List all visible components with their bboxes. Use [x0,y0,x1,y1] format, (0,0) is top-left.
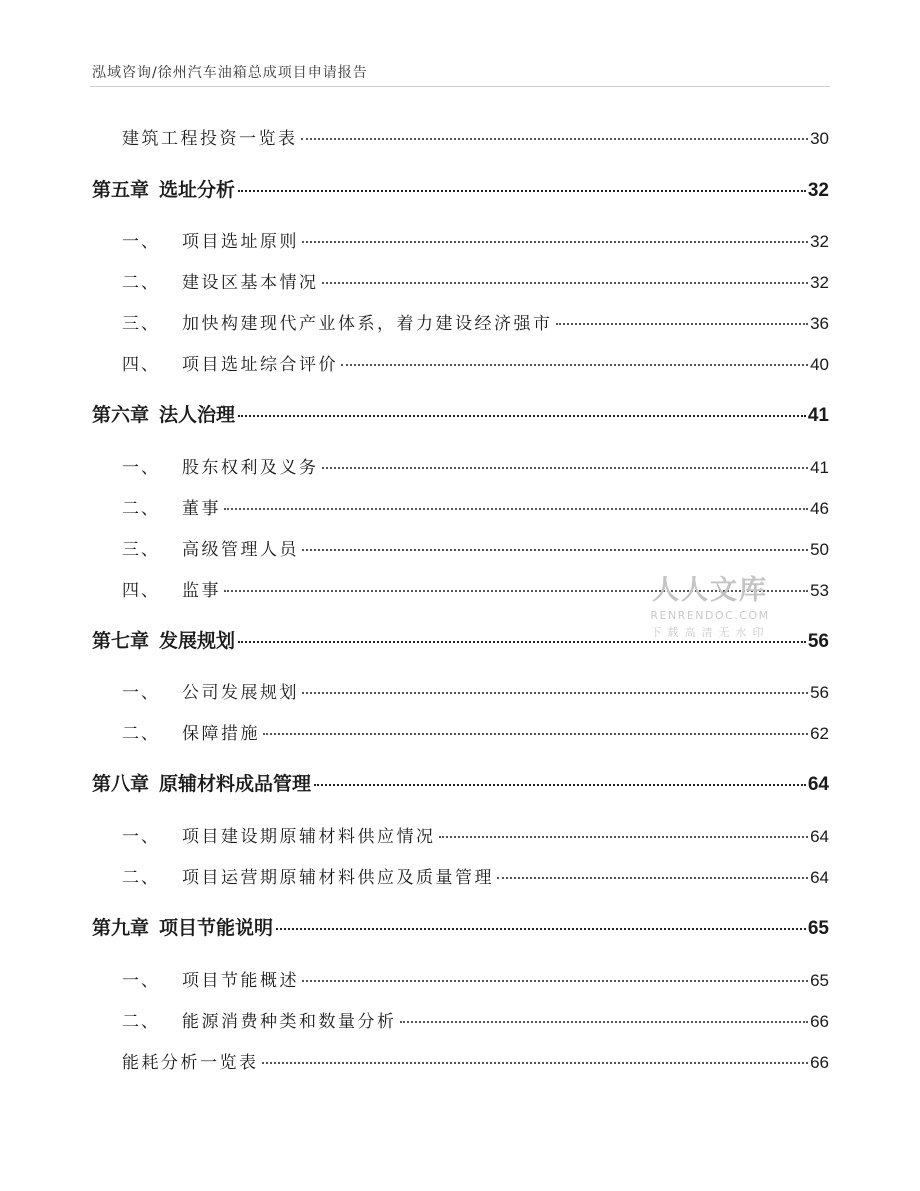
toc-entry-page: 30 [810,129,829,148]
toc-leader [224,573,808,592]
toc-leader [302,532,808,551]
toc-entry-page: 65 [807,918,829,939]
toc-entry[interactable] [92,453,829,478]
toc-entry-number: 三、 [122,540,160,560]
toc-entry[interactable] [92,966,829,991]
toc-leader [276,909,806,930]
toc-entry-page: 46 [810,499,829,518]
toc-entry[interactable] [92,678,829,703]
toc-entry-label: 建设区基本情况 [182,273,319,293]
toc-entry[interactable] [92,719,829,744]
toc-entry-label: 公司发展规划 [182,683,299,703]
toc-chapter[interactable] [92,626,829,653]
toc-leader [497,860,808,879]
toc-entry-number: 一、 [122,827,160,847]
toc-entry-label: 能源消费种类和数量分析 [182,1012,397,1032]
toc-chapter-title: 选址分析 [159,179,236,201]
toc-chapter-number: 第九章 [92,917,150,939]
toc-entry-page: 56 [810,683,829,702]
toc-entry[interactable] [92,350,829,375]
toc-entry-label: 建筑工程投资一览表 [122,129,298,149]
toc-chapter-title: 原辅材料成品管理 [159,773,312,795]
toc-entry-page: 41 [807,405,829,426]
toc-entry[interactable] [92,535,829,560]
toc-entry-label: 项目选址原则 [182,232,299,252]
toc-entry-page: 62 [810,724,829,743]
watermark-title: 人人文库 [652,575,768,606]
toc-entry[interactable] [92,1007,829,1032]
toc-entry-page: 32 [810,232,829,251]
toc-leader [314,765,806,786]
toc-entry[interactable] [92,863,829,888]
toc-entry-page: 64 [810,827,829,846]
toc-entry-number: 二、 [122,724,160,744]
toc-chapter-number: 第七章 [92,630,150,652]
toc-entry-label: 项目节能概述 [182,971,299,991]
toc-entry-number: 二、 [122,868,160,888]
toc-entry-number: 三、 [122,314,160,334]
toc-leader [224,491,808,510]
toc-entry-number: 二、 [122,1012,160,1032]
toc-leader [302,224,808,243]
toc-entry-number: 一、 [122,458,160,478]
toc-leader [322,450,809,469]
toc-entry-page: 66 [810,1012,829,1031]
toc-chapter[interactable] [92,400,829,427]
toc-leader [302,675,808,694]
toc-entry-label: 能耗分析一览表 [122,1053,259,1073]
toc-entry[interactable] [92,494,829,519]
toc-entry-page: 65 [810,971,829,990]
toc-entry-number: 一、 [122,232,160,252]
toc-chapter[interactable] [92,913,829,940]
toc-entry[interactable] [92,268,829,293]
watermark-tagline: 下载高清无水印 [650,626,770,639]
toc-entry-page: 66 [810,1053,829,1072]
toc-chapter-title: 法人治理 [159,404,236,426]
toc-leader [322,265,809,284]
header-divider [90,86,830,87]
toc-entry-number: 二、 [122,273,160,293]
toc-entry-number: 四、 [122,355,160,375]
toc-entry[interactable] [92,576,829,601]
toc-entry-page: 53 [810,581,829,600]
toc-entry-label: 项目运营期原辅材料供应及质量管理 [182,868,494,888]
toc-chapter[interactable] [92,769,829,796]
toc-leader [302,963,808,982]
toc-entry-label: 加快构建现代产业体系，着力建设经济强市 [182,314,553,334]
toc-entry-label: 董事 [182,499,221,519]
toc-leader [238,396,806,417]
toc-entry-page: 40 [810,355,829,374]
toc-entry[interactable] [92,227,829,252]
toc-leader [400,1004,809,1023]
watermark-domain: RENRENDOC.COM [650,609,770,622]
page-header: 泓域咨询/徐州汽车油箱总成项目申请报告 [92,65,368,81]
toc-entry-label: 监事 [182,581,221,601]
toc-entry-label: 保障措施 [182,724,260,744]
toc-entry-page: 32 [807,180,829,201]
toc-entry-page: 36 [810,314,829,333]
toc-leader [341,347,808,366]
toc-entry[interactable] [92,1048,829,1073]
toc-entry-label: 股东权利及义务 [182,458,319,478]
toc-chapter[interactable] [92,175,829,202]
toc-leader [556,306,809,325]
toc-entry-page: 32 [810,273,829,292]
toc-leader [263,716,808,735]
toc-entry-number: 一、 [122,683,160,703]
toc-entry[interactable] [92,309,829,334]
toc-entry-page: 64 [807,774,829,795]
toc-chapter-number: 第五章 [92,179,150,201]
toc-entry-number: 一、 [122,971,160,991]
toc-chapter-number: 第六章 [92,404,150,426]
toc-entry-label: 高级管理人员 [182,540,299,560]
toc-entry-number: 二、 [122,499,160,519]
toc-entry-page: 50 [810,540,829,559]
toc-entry-label: 项目选址综合评价 [182,355,338,375]
toc-leader [262,1045,809,1064]
toc-leader [238,171,806,192]
toc-chapter-title: 发展规划 [159,630,236,652]
toc-entry-page: 41 [810,458,829,477]
toc-leader [238,622,806,643]
toc-entry-page: 56 [807,631,829,652]
toc-leader [439,819,809,838]
toc-entry[interactable] [92,822,829,847]
toc-chapter-number: 第八章 [92,773,150,795]
toc-entry-label: 项目建设期原辅材料供应情况 [182,827,436,847]
toc-chapter-title: 项目节能说明 [159,917,274,939]
toc-entry[interactable] [92,124,829,149]
toc-entry-page: 64 [810,868,829,887]
toc-leader [301,121,809,140]
toc-entry-number: 四、 [122,581,160,601]
